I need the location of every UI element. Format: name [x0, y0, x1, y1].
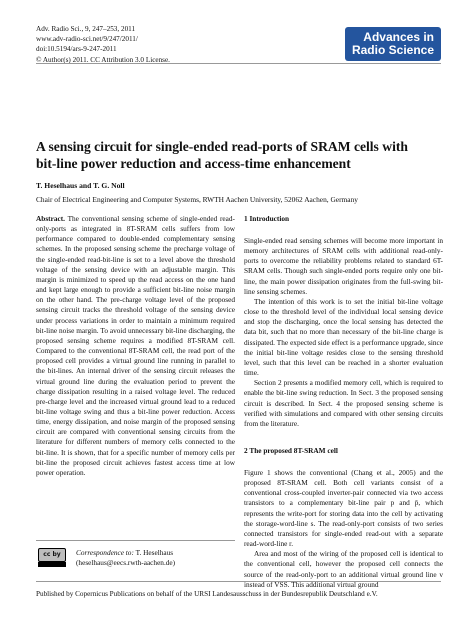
publisher-footer: Published by Copernicus Publications on behalf of the URSI Landesausschuss in der Bundesrepublik Deutschland e.V.: [36, 590, 378, 598]
cell-paragraph: Area and most of the wiring of the proposed cell is identical to the conventional cell, however the proposed cell connects the source of the read-only-port to an additional virtual ground line v instead of VSS. This additional virtual ground: [244, 549, 443, 589]
correspondence-rule: [36, 540, 235, 541]
title-line-1: A sensing circuit for single-ended read-ports of SRAM cells with: [36, 139, 408, 154]
article-doi[interactable]: doi:10.5194/ars-9-247-2011: [36, 45, 117, 54]
footer-rule: [36, 581, 441, 582]
journal-logo-line1: Advances in: [363, 30, 434, 44]
journal-logo-line2: Radio Science: [351, 43, 434, 57]
cc-license-icon[interactable]: [38, 548, 66, 562]
abstract: [36, 214, 235, 478]
correspondence-email[interactable]: (heselhaus@eecs.rwth-aachen.de): [76, 558, 176, 567]
title-line-2: bit-line power reduction and access-time enhancement: [36, 155, 351, 171]
correspondence-block: [76, 548, 175, 568]
copyright-line: © Author(s) 2011. CC Attribution 3.0 License.: [36, 55, 170, 64]
section-heading-introduction: 1 Introduction: [244, 214, 290, 223]
citation-header: [36, 24, 170, 65]
abstract-label: Abstract.: [36, 214, 65, 223]
article-url[interactable]: www.adv-radio-sci.net/9/247/2011/: [36, 35, 138, 44]
correspondence-label: Correspondence to:: [76, 548, 134, 557]
header-rule: [36, 63, 441, 64]
cell-paragraph: Figure 1 shows the conventional (Chang et al., 2005) and the proposed 8T-SRAM cell. Both cell variants consist of a conventional cross-coupled inverter-pair connected via two access transistors to a complementary bit-line pair p and p̄, which represents the write-port for storing data into the cell by activating the storage-word-line s. The read-only-port consists of two series connected transistors for single-ended read-out with a separate read-word-line r.: [244, 467, 443, 549]
intro-paragraph: The intention of this work is to set the initial bit-line voltage close to the threshold level of the individual local sensing device and stop the discharging, once the local sensing has detected the data bit, such that no more than necessary of the bit-line charge is dissipated. The expected side effect is a performance upgrade, since the initial bit-line voltage resides close to the sensing threshold level, such that this level can be reached in a shorter evaluation time.: [244, 296, 443, 378]
cc-license-bar: [38, 562, 66, 567]
paper-title: [36, 139, 446, 173]
section-heading-proposed-cell: 2 The proposed 8T-SRAM cell: [244, 445, 338, 455]
affiliation: Chair of Electrical Engineering and Computer Systems, RWTH Aachen University, 52062 Aachen, Germany: [36, 195, 358, 204]
intro-paragraph: Single-ended read sensing schemes will become more important in memory architectures of SRAM cells with additional read-only-ports to overcome the reliability problems related to standard 6T-SRAM cells. Though such single-ended ports require only one bit-line, the main power dissipation originates from the full-swing bit-line sensing schemes.: [244, 236, 443, 296]
authors: T. Heselhaus and T. G. Noll: [36, 181, 125, 190]
correspondence-name: T. Heselhaus: [135, 548, 174, 557]
cc-license-text: cc by: [43, 551, 61, 558]
intro-paragraph: Section 2 presents a modified memory cell, which is required to enable the bit-line swing reduction. In Sect. 3 the proposed sensing circuit is described. In Sect. 4 the proposed sensing scheme is verified with simulations and compared with other sensing circuits from the literature.: [244, 378, 443, 428]
right-column: [244, 214, 443, 590]
abstract-text: The conventional sensing scheme of single-ended read-only-ports as integrated in 8T-SRAM cells suffers from low performance compared to double-ended complementary sensing schemes. In the proposed sensing scheme the precharge voltage of the single-ended read-bit-line is set to a level above the threshold voltage of the sensing device with an adjustable margin. This margin is minimized to speed up the read access on the one hand and kept large enough to provide a sufficient bit-line noise margin on the other hand. The pre-charge voltage level of the proposed sensing circuit tracks the threshold voltage of the sensing device under process variations in order to maintain a minimum required bit-line noise margin. To avoid unnecessary bit-line discharging, the proposed sensing scheme requires a modified 8T-SRAM cell. Compared to the conventional 8T-SRAM cell, the read port of the proposed cell provides a virtual ground line running in parallel to the bit-lines. An internal driver of the sensing circuit releases the virtual ground line during the evaluation period to prevent the charge dissipation resulting in a raised voltage level. The reduced pre-charge level and the increased virtual ground lead to a reduced bit-line voltage swing and thus a bit-line power reduction. Access time, energy dissipation, and noise margin of the proposed sensing circuit are compared with conventional sensing circuits from the literature for different numbers of memory cells connected to the bit-line. It is shown, that for a specific number of memory cells per bit-line the proposed circuit achieves fastest access time at low power operation.: [36, 214, 235, 477]
citation-line: Adv. Radio Sci., 9, 247–253, 2011: [36, 25, 136, 33]
left-column: [36, 214, 235, 478]
journal-logo: [345, 27, 441, 61]
